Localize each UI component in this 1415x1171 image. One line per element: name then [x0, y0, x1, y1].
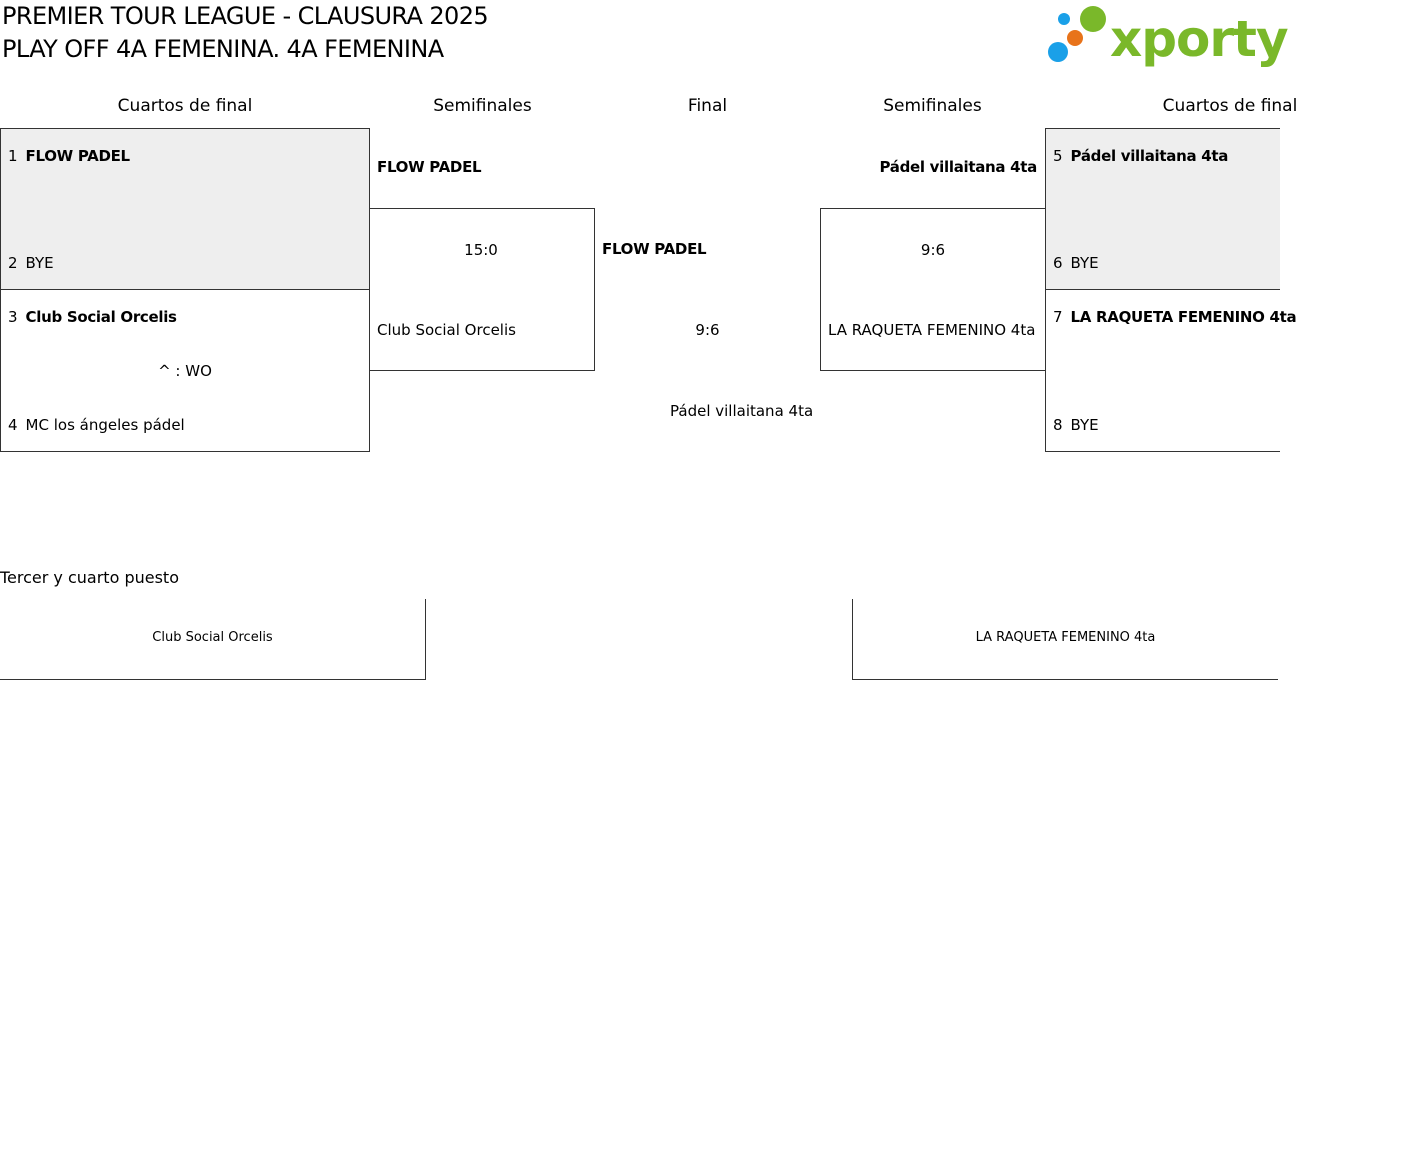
team-name: FLOW PADEL	[25, 147, 130, 165]
final-team-b: Pádel villaitana 4ta	[670, 402, 814, 420]
quarter-match-3[interactable]	[1045, 128, 1280, 290]
team-row	[1053, 254, 1099, 272]
third-place-title: Tercer y cuarto puesto	[0, 568, 179, 587]
team-row	[8, 416, 185, 434]
round-label-semis-left: Semifinales	[433, 96, 532, 116]
third-place-team-b: LA RAQUETA FEMENINO 4ta	[975, 630, 1156, 645]
seed-number: 8	[1053, 416, 1063, 434]
team-row	[1053, 416, 1099, 434]
semi-match-right[interactable]	[820, 208, 1046, 371]
third-place-match-right[interactable]	[852, 599, 1278, 680]
team-name: BYE	[25, 254, 54, 272]
seed-number: 4	[8, 416, 18, 434]
round-label-semis-right: Semifinales	[883, 96, 982, 116]
quarter-match-1[interactable]	[0, 128, 370, 290]
seed-number: 5	[1053, 147, 1063, 165]
seed-number: 6	[1053, 254, 1063, 272]
team-row	[8, 147, 130, 165]
seed-number: 7	[1053, 308, 1063, 326]
match-score: 15:0	[464, 241, 498, 259]
quarter-match-4[interactable]	[1045, 289, 1297, 452]
round-label-quarters-left: Cuartos de final	[117, 96, 253, 116]
xporty-logo	[1048, 4, 1288, 70]
team-name: BYE	[1070, 254, 1099, 272]
round-label-quarters-right: Cuartos de final	[1162, 96, 1298, 116]
seed-number: 3	[8, 308, 18, 326]
team-name: MC los ángeles pádel	[25, 416, 185, 434]
semi-left-team-b: Club Social Orcelis	[377, 321, 516, 339]
final-team-a: FLOW PADEL	[602, 240, 707, 258]
match-score: 9:6	[920, 241, 946, 259]
semi-match-left[interactable]	[369, 208, 595, 371]
third-place-match-left[interactable]	[0, 599, 426, 680]
final-score: 9:6	[695, 321, 720, 339]
team-name: LA RAQUETA FEMENINO 4ta	[1070, 308, 1297, 326]
seed-number: 1	[8, 147, 18, 165]
match-score: ^ : WO	[158, 362, 212, 380]
third-place-team-a: Club Social Orcelis	[152, 630, 273, 645]
semi-left-team-a: FLOW PADEL	[377, 158, 482, 176]
page-subtitle: PLAY OFF 4A FEMENINA. 4A FEMENINA	[2, 35, 444, 63]
svg-text:xporty: xporty	[1110, 10, 1288, 68]
team-row	[8, 254, 54, 272]
semi-right-team-a: Pádel villaitana 4ta	[879, 158, 1037, 176]
team-name: BYE	[1070, 416, 1099, 434]
page-title: PREMIER TOUR LEAGUE - CLAUSURA 2025	[2, 2, 489, 30]
team-row	[1053, 147, 1228, 165]
semi-right-team-b: LA RAQUETA FEMENINO 4ta	[828, 321, 1036, 339]
quarter-match-2[interactable]	[0, 289, 370, 452]
team-name: Pádel villaitana 4ta	[1070, 147, 1229, 165]
seed-number: 2	[8, 254, 18, 272]
team-row	[1053, 308, 1296, 326]
round-label-final: Final	[687, 96, 728, 116]
xporty-logo-icon	[1048, 4, 1288, 68]
team-name: Club Social Orcelis	[25, 308, 177, 326]
team-row	[8, 308, 177, 326]
